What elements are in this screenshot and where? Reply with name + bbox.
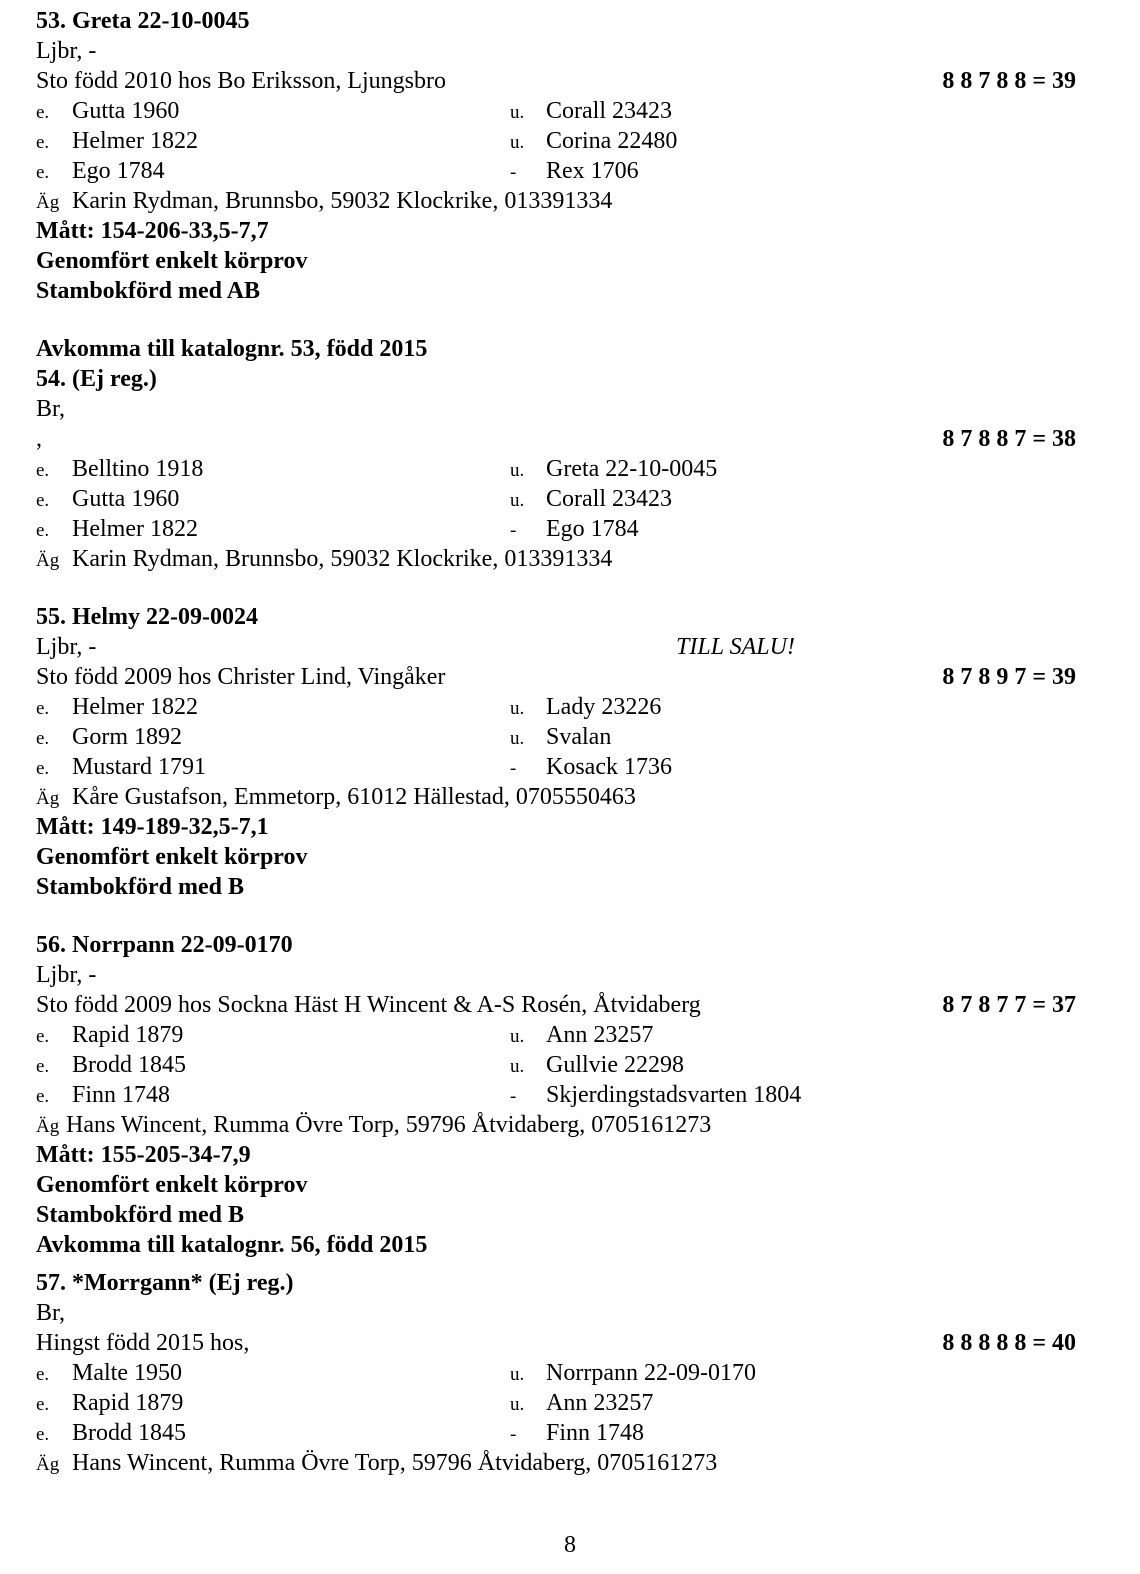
entry-score: 8 8 7 8 8 = 39 xyxy=(942,68,1076,94)
sire-prefix: e. xyxy=(36,460,50,481)
sire-name: Ego 1784 xyxy=(72,158,165,184)
sire-name: Helmer 1822 xyxy=(72,128,198,154)
dam-name: Kosack 1736 xyxy=(546,754,672,780)
pedigree-row xyxy=(36,96,1076,126)
pedigree-row xyxy=(36,514,1076,544)
sire-prefix: e. xyxy=(36,132,50,153)
entry-54 xyxy=(36,334,1076,574)
entry-color-row xyxy=(36,632,1076,662)
sire-name: Helmer 1822 xyxy=(72,516,198,542)
pedigree-row xyxy=(36,1418,1076,1448)
sire-prefix: e. xyxy=(36,102,50,123)
entry-55 xyxy=(36,602,1076,902)
pedigree-row xyxy=(36,1388,1076,1418)
sire-prefix: e. xyxy=(36,1394,50,1415)
pedigree-row xyxy=(36,484,1076,514)
offspring-note: Avkomma till katalognr. 56, född 2015 xyxy=(36,1232,428,1258)
measurements: Mått: 155-205-34-7,9 xyxy=(36,1142,251,1168)
entry-score: 8 7 8 7 7 = 37 xyxy=(942,992,1076,1018)
measurements: Mått: 149-189-32,5-7,1 xyxy=(36,814,269,840)
dam-name: Skjerdingstadsvarten 1804 xyxy=(546,1082,802,1108)
dam-name: Ego 1784 xyxy=(546,516,639,542)
sire-name: Gutta 1960 xyxy=(72,486,180,512)
dam-prefix: - xyxy=(510,758,517,779)
entry-56 xyxy=(36,930,1076,1260)
entry-birth: Sto född 2010 hos Bo Eriksson, Ljungsbro xyxy=(36,68,447,94)
sire-prefix: e. xyxy=(36,162,50,183)
entry-birth: Hingst född 2015 hos, xyxy=(36,1330,250,1356)
owner-prefix: Äg xyxy=(36,788,60,809)
owner-prefix: Äg xyxy=(36,192,60,213)
entry-birth: , xyxy=(36,426,42,452)
entry-birth-row xyxy=(36,66,1076,96)
sire-name: Mustard 1791 xyxy=(72,754,206,780)
entry-heading: 55. Helmy 22-09-0024 xyxy=(36,604,258,630)
dam-name: Norrpann 22-09-0170 xyxy=(546,1360,756,1386)
entry-birth: Sto född 2009 hos Christer Lind, Vingåker xyxy=(36,664,446,690)
dam-prefix: u. xyxy=(510,1026,525,1047)
sire-prefix: e. xyxy=(36,520,50,541)
entry-53 xyxy=(36,6,1076,306)
entry-birth: Sto född 2009 hos Sockna Häst H Wincent & A-S Rosén, Åtvidaberg xyxy=(36,992,701,1018)
entry-heading: 56. Norrpann 22-09-0170 xyxy=(36,932,293,958)
sire-prefix: e. xyxy=(36,758,50,779)
measurements: Mått: 154-206-33,5-7,7 xyxy=(36,218,269,244)
owner-text: Hans Wincent, Rumma Övre Torp, 59796 Åtvidaberg, 0705161273 xyxy=(66,1112,712,1138)
entry-57 xyxy=(36,1268,1076,1478)
dam-name: Corall 23423 xyxy=(546,98,672,124)
sire-name: Gutta 1960 xyxy=(72,98,180,124)
dam-name: Corall 23423 xyxy=(546,486,672,512)
dam-prefix: - xyxy=(510,162,517,183)
for-sale-label: TILL SALU! xyxy=(676,634,795,660)
pedigree-row xyxy=(36,1080,1076,1110)
owner-row xyxy=(36,1448,1076,1478)
pedigree-row xyxy=(36,156,1076,186)
dam-prefix: - xyxy=(510,520,517,541)
sire-prefix: e. xyxy=(36,1424,50,1445)
driving-test: Genomfört enkelt körprov xyxy=(36,1172,308,1198)
sire-name: Helmer 1822 xyxy=(72,694,198,720)
entry-color: Br, xyxy=(36,1300,66,1326)
dam-name: Svalan xyxy=(546,724,612,750)
pedigree-row xyxy=(36,752,1076,782)
dam-prefix: u. xyxy=(510,1394,525,1415)
sire-name: Belltino 1918 xyxy=(72,456,204,482)
owner-row xyxy=(36,782,1076,812)
pedigree-row xyxy=(36,692,1076,722)
entry-heading: 57. *Morrgann* (Ej reg.) xyxy=(36,1270,294,1296)
sire-prefix: e. xyxy=(36,728,50,749)
owner-prefix: Äg xyxy=(36,1454,60,1475)
dam-name: Finn 1748 xyxy=(546,1420,645,1446)
entry-color: Ljbr, - xyxy=(36,634,97,660)
sire-name: Rapid 1879 xyxy=(72,1022,184,1048)
dam-prefix: u. xyxy=(510,1364,525,1385)
dam-prefix: u. xyxy=(510,490,525,511)
pedigree-row xyxy=(36,722,1076,752)
entry-color: Br, xyxy=(36,396,66,422)
entry-color: Ljbr, - xyxy=(36,962,97,988)
sire-name: Finn 1748 xyxy=(72,1082,171,1108)
dam-name: Gullvie 22298 xyxy=(546,1052,684,1078)
dam-prefix: - xyxy=(510,1086,517,1107)
owner-text: Kåre Gustafson, Emmetorp, 61012 Hällestad, 0705550463 xyxy=(72,784,636,810)
dam-prefix: u. xyxy=(510,728,525,749)
dam-prefix: u. xyxy=(510,1056,525,1077)
dam-name: Rex 1706 xyxy=(546,158,639,184)
entry-birth-row xyxy=(36,424,1076,454)
entry-birth-row xyxy=(36,990,1076,1020)
pedigree-row xyxy=(36,126,1076,156)
dam-prefix: u. xyxy=(510,132,525,153)
studbook-status: Stambokförd med B xyxy=(36,1202,245,1228)
dam-name: Corina 22480 xyxy=(546,128,678,154)
dam-prefix: u. xyxy=(510,460,525,481)
dam-prefix: u. xyxy=(510,698,525,719)
sire-name: Malte 1950 xyxy=(72,1360,182,1386)
entry-heading: 53. Greta 22-10-0045 xyxy=(36,8,250,34)
driving-test: Genomfört enkelt körprov xyxy=(36,248,308,274)
entry-heading: 54. (Ej reg.) xyxy=(36,366,157,392)
page-number: 8 xyxy=(564,1532,576,1558)
dam-name: Lady 23226 xyxy=(546,694,662,720)
studbook-status: Stambokförd med B xyxy=(36,874,245,900)
sire-prefix: e. xyxy=(36,1086,50,1107)
driving-test: Genomfört enkelt körprov xyxy=(36,844,308,870)
entry-score: 8 8 8 8 8 = 40 xyxy=(942,1330,1076,1356)
owner-prefix: Äg xyxy=(36,1116,60,1137)
owner-text: Karin Rydman, Brunnsbo, 59032 Klockrike, 013391334 xyxy=(72,188,613,214)
pedigree-row xyxy=(36,1020,1076,1050)
sire-name: Rapid 1879 xyxy=(72,1390,184,1416)
dam-name: Ann 23257 xyxy=(546,1390,654,1416)
studbook-status: Stambokförd med AB xyxy=(36,278,261,304)
owner-row xyxy=(36,1110,1076,1140)
owner-prefix: Äg xyxy=(36,550,60,571)
dam-name: Ann 23257 xyxy=(546,1022,654,1048)
sire-name: Brodd 1845 xyxy=(72,1052,186,1078)
entry-color: Ljbr, - xyxy=(36,38,97,64)
sire-prefix: e. xyxy=(36,1026,50,1047)
pedigree-row xyxy=(36,1358,1076,1388)
pedigree-row xyxy=(36,1050,1076,1080)
sire-prefix: e. xyxy=(36,698,50,719)
offspring-note: Avkomma till katalognr. 53, född 2015 xyxy=(36,336,428,362)
pedigree-row xyxy=(36,454,1076,484)
owner-text: Karin Rydman, Brunnsbo, 59032 Klockrike, 013391334 xyxy=(72,546,613,572)
owner-row xyxy=(36,186,1076,216)
sire-prefix: e. xyxy=(36,1364,50,1385)
dam-prefix: - xyxy=(510,1424,517,1445)
entry-score: 8 7 8 9 7 = 39 xyxy=(942,664,1076,690)
dam-prefix: u. xyxy=(510,102,525,123)
dam-name: Greta 22-10-0045 xyxy=(546,456,718,482)
sire-prefix: e. xyxy=(36,490,50,511)
entry-score: 8 7 8 8 7 = 38 xyxy=(942,426,1076,452)
owner-row xyxy=(36,544,1076,574)
sire-name: Brodd 1845 xyxy=(72,1420,186,1446)
catalog-page xyxy=(36,6,1076,1478)
sire-prefix: e. xyxy=(36,1056,50,1077)
owner-text: Hans Wincent, Rumma Övre Torp, 59796 Åtvidaberg, 0705161273 xyxy=(72,1450,718,1476)
entry-birth-row xyxy=(36,1328,1076,1358)
entry-birth-row xyxy=(36,662,1076,692)
sire-name: Gorm 1892 xyxy=(72,724,182,750)
